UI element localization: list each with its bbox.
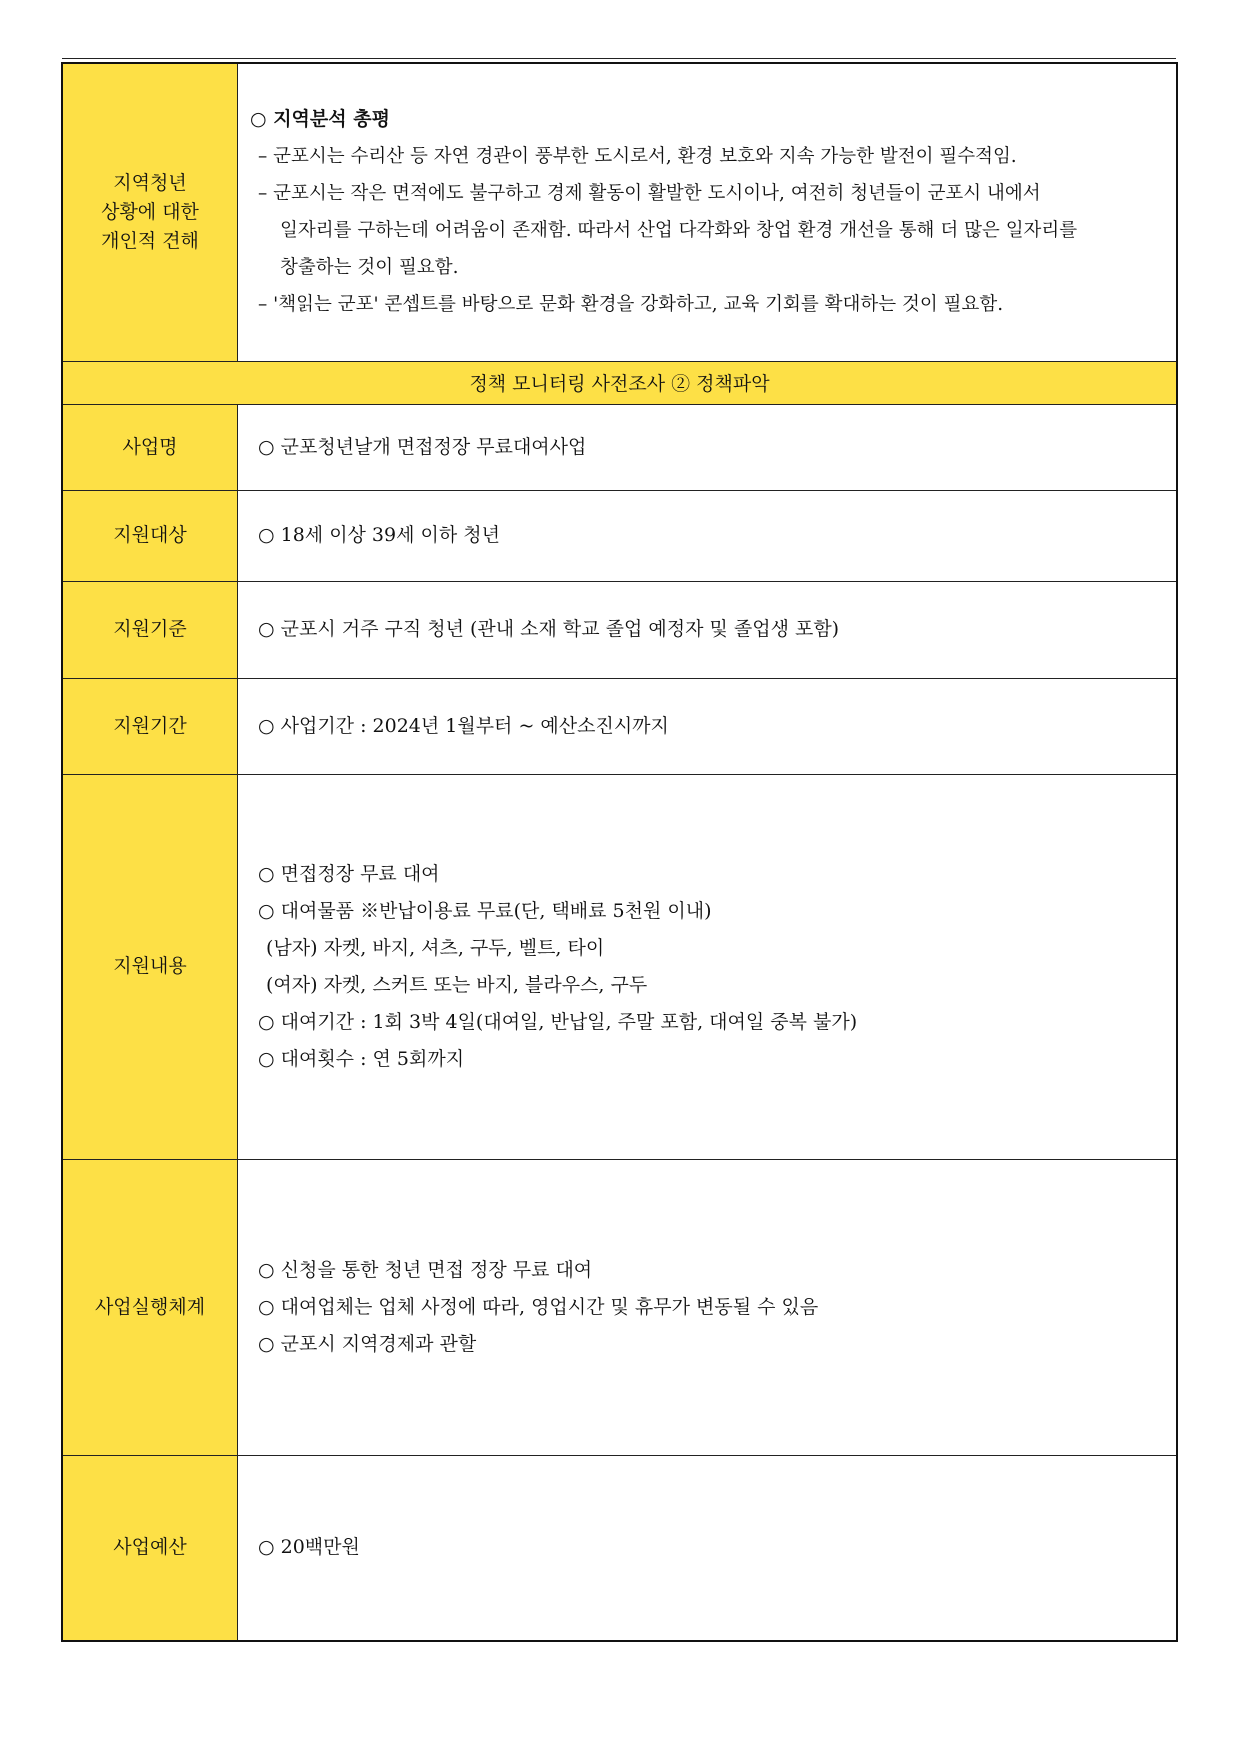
content-subline: (남자) 자켓, 바지, 셔츠, 구두, 벨트, 타이 [266,936,605,959]
business-name-value: ○ 군포청년날개 면접정장 무료대여사업 [258,435,587,458]
opinion-row [62,63,1177,361]
execution-line: ○ 군포시 지역경제과 관할 [258,1332,477,1355]
opinion-item-continued: 창출하는 것이 필요함. [280,257,459,279]
budget-content [238,1455,1178,1641]
criteria-label: 지원기준 [62,581,238,678]
opinion-label-line: 상황에 대한 [101,200,199,223]
budget-value: ○ 20백만원 [258,1536,360,1559]
target-label: 지원대상 [62,490,238,581]
opinion-label-line: 개인적 견해 [101,229,199,252]
opinion-item: – 군포시는 작은 면적에도 불구하고 경제 활동이 활발한 도시이나, 여전히 청년들이 군포시 내에서 [258,183,1041,205]
content-line: ○ 대여횟수 : 연 5회까지 [258,1047,465,1070]
period-row [62,678,1177,774]
section-title: 정책 모니터링 사전조사 ② 정책파악 [62,361,1177,404]
content-row [62,774,1177,1159]
content-subline: (여자) 자켓, 스커트 또는 바지, 블라우스, 구두 [266,973,648,996]
business-name-label: 사업명 [62,404,238,490]
execution-label: 사업실행체계 [62,1159,238,1455]
period-label: 지원기간 [62,678,238,774]
target-value: ○ 18세 이상 39세 이하 청년 [258,524,500,546]
business-name-row [62,404,1177,490]
top-rule [62,58,1176,59]
budget-row [62,1455,1177,1641]
content-content [238,774,1178,1159]
content-line: ○ 대여기간 : 1회 3박 4일(대여일, 반납일, 주말 포함, 대여일 중복 불가) [258,1010,858,1033]
target-content [238,490,1178,581]
opinion-label [62,63,238,361]
execution-line: ○ 대여업체는 업체 사정에 따라, 영업시간 및 휴무가 변동될 수 있음 [258,1295,819,1318]
criteria-content [238,581,1178,678]
criteria-value: ○ 군포시 거주 구직 청년 (관내 소재 학교 졸업 예정자 및 졸업생 포함) [258,618,840,640]
criteria-row [62,581,1177,678]
content-line: ○ 대여물품 ※반납이용료 무료(단, 택배료 5천원 이내) [258,899,712,922]
budget-label: 사업예산 [62,1455,238,1641]
content-label: 지원내용 [62,774,238,1159]
target-row [62,490,1177,581]
policy-form-table [61,62,1178,1642]
opinion-item-continued: 일자리를 구하는데 어려움이 존재함. 따라서 산업 다각화와 창업 환경 개선을 통해 더 많은 일자리를 [280,220,1078,242]
opinion-label-line: 지역청년 [113,171,187,194]
opinion-item: – 군포시는 수리산 등 자연 경관이 풍부한 도시로서, 환경 보호와 지속 가능한 발전이 필수적임. [258,146,1017,168]
period-content [238,678,1178,774]
execution-row [62,1159,1177,1455]
section-row [62,361,1177,404]
execution-content [238,1159,1178,1455]
content-line: ○ 면접정장 무료 대여 [258,862,440,885]
period-value: ○ 사업기간 : 2024년 1월부터 ~ 예산소진시까지 [258,714,669,737]
opinion-heading: ○ 지역분석 총평 [250,108,390,131]
opinion-item: – '책읽는 군포' 콘셉트를 바탕으로 문화 환경을 강화하고, 교육 기회를 확대하는 것이 필요함. [258,294,1004,316]
execution-line: ○ 신청을 통한 청년 면접 정장 무료 대여 [258,1258,593,1281]
business-name-content [238,404,1178,490]
opinion-content [238,63,1178,361]
